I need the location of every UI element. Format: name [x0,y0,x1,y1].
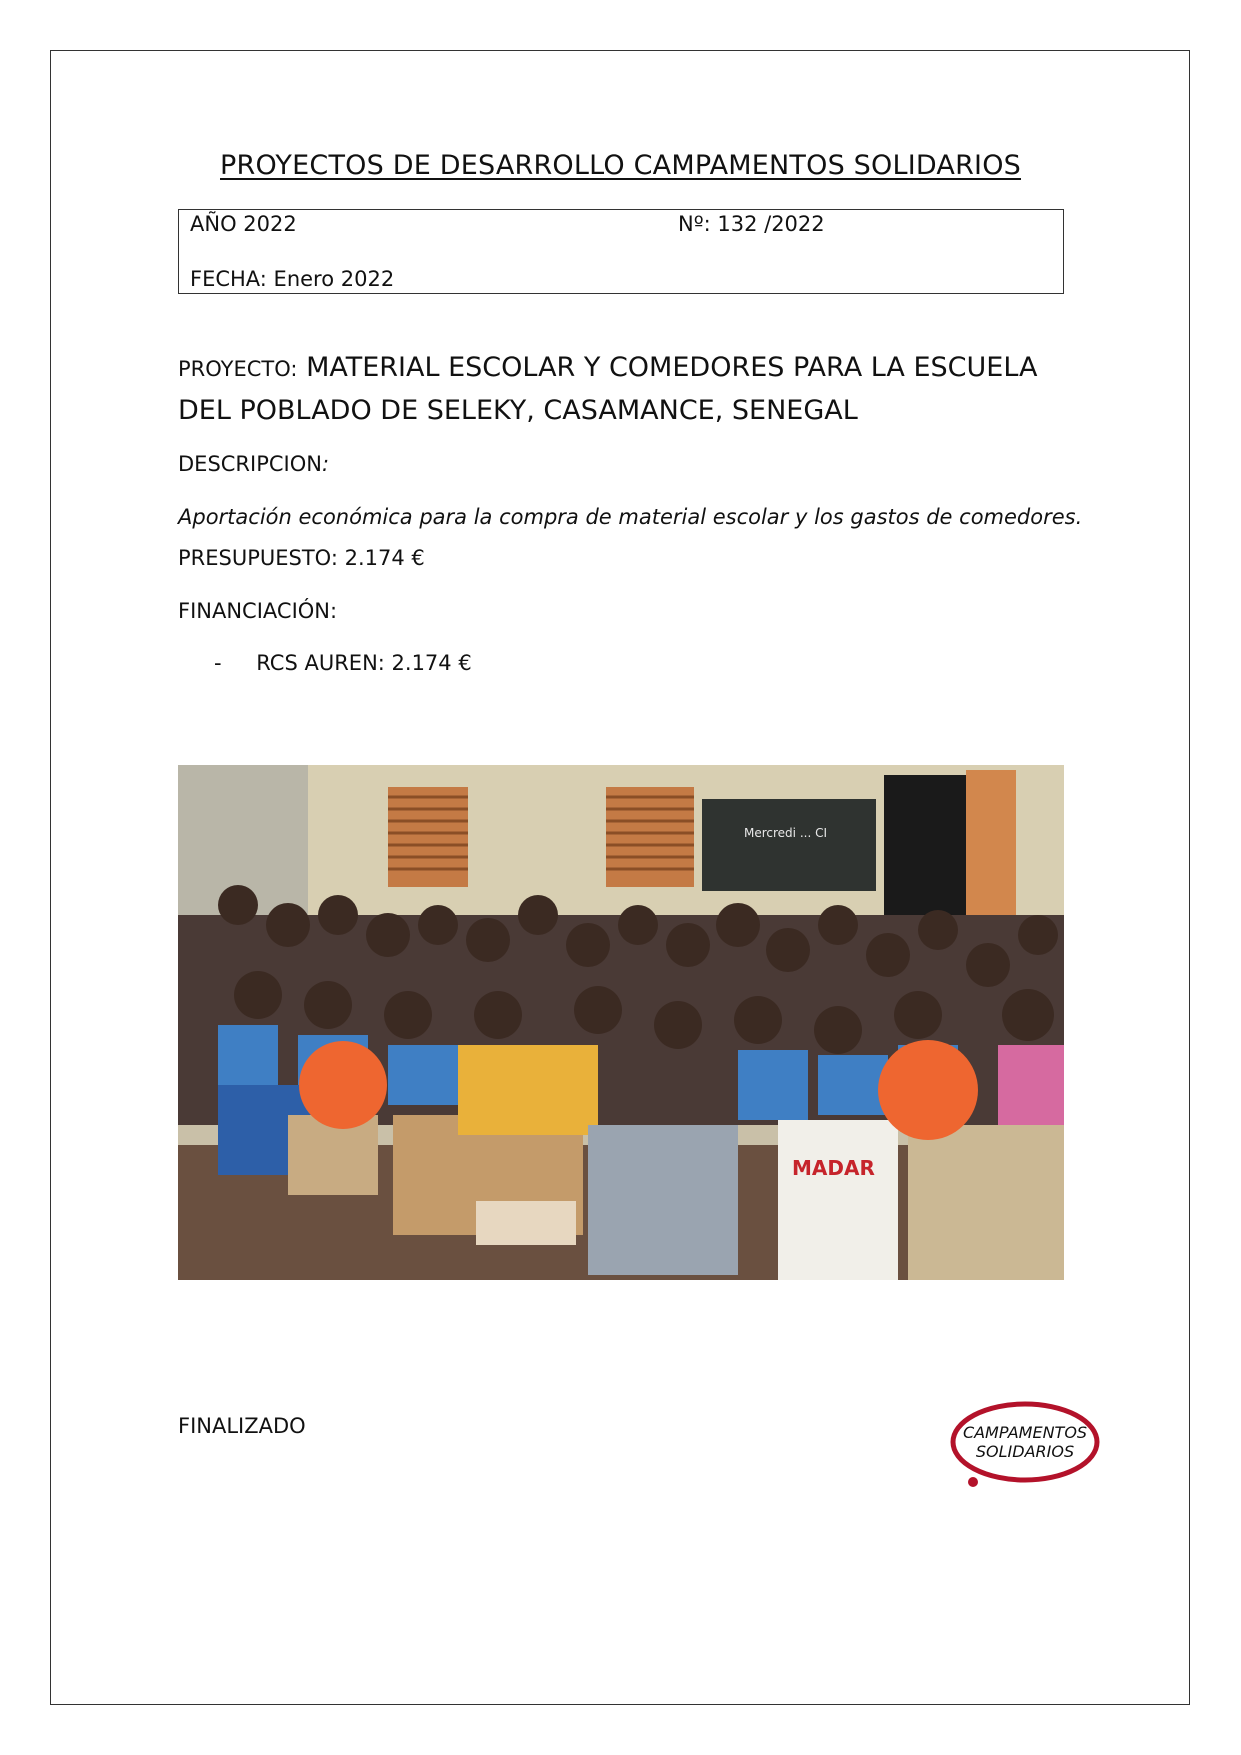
logo-drop [968,1477,978,1487]
campamentos-solidarios-logo [945,1396,1105,1496]
madar-box-label: MADAR [792,1156,875,1180]
football-right [878,1040,978,1140]
project-name-line2: DEL POBLADO DE SELEKY, CASAMANCE, SENEGAL [178,395,858,426]
year-label: AÑO 2022 [190,212,297,236]
photo-illustration [178,765,1064,1280]
school-children-photo [178,765,1064,1280]
financing-label: FINANCIACIÓN: [178,599,338,623]
status-label: FINALIZADO [178,1414,306,1438]
blackboard-text: Mercredi ... CI [744,826,827,840]
crayons-box [476,1201,576,1245]
page-title: PROYECTOS DE DESARROLLO CAMPAMENTOS SOLIDARIOS [220,150,1021,181]
window-shutter-left [388,787,468,887]
madar-box [778,1120,898,1280]
description-label: DESCRIPCION [178,452,322,476]
door [966,770,1016,930]
description-heading [178,452,329,476]
worn-box [908,1125,1064,1280]
supplies-packs [588,1125,738,1275]
financing-item-text: RCS AUREN: 2.174 € [256,651,472,675]
project-name-line1: MATERIAL ESCOLAR Y COMEDORES PARA LA ESCUELA [306,352,1038,383]
logo-text-line2: SOLIDARIOS [975,1442,1075,1461]
financing-item [214,651,472,675]
school-supplies [458,1045,598,1135]
budget-line: PRESUPUESTO: 2.174 € [178,546,425,570]
project-label: PROYECTO: [178,357,298,381]
pink-dress [998,1045,1064,1125]
info-box [178,209,1064,294]
doorway [884,775,966,925]
window-shutter-right [606,787,694,887]
date-label: FECHA: Enero 2022 [190,267,395,291]
blackboard [702,799,876,891]
logo-graphic [945,1396,1105,1496]
project-heading [178,347,1078,432]
description-text: Aportación económica para la compra de material escolar y los gastos de comedores. [178,505,1083,529]
project-number: Nº: 132 /2022 [678,212,825,236]
logo-text-line1: CAMPAMENTOS [962,1423,1088,1442]
description-colon: : [321,452,330,476]
list-bullet: - [214,651,222,675]
football-left [299,1041,387,1129]
